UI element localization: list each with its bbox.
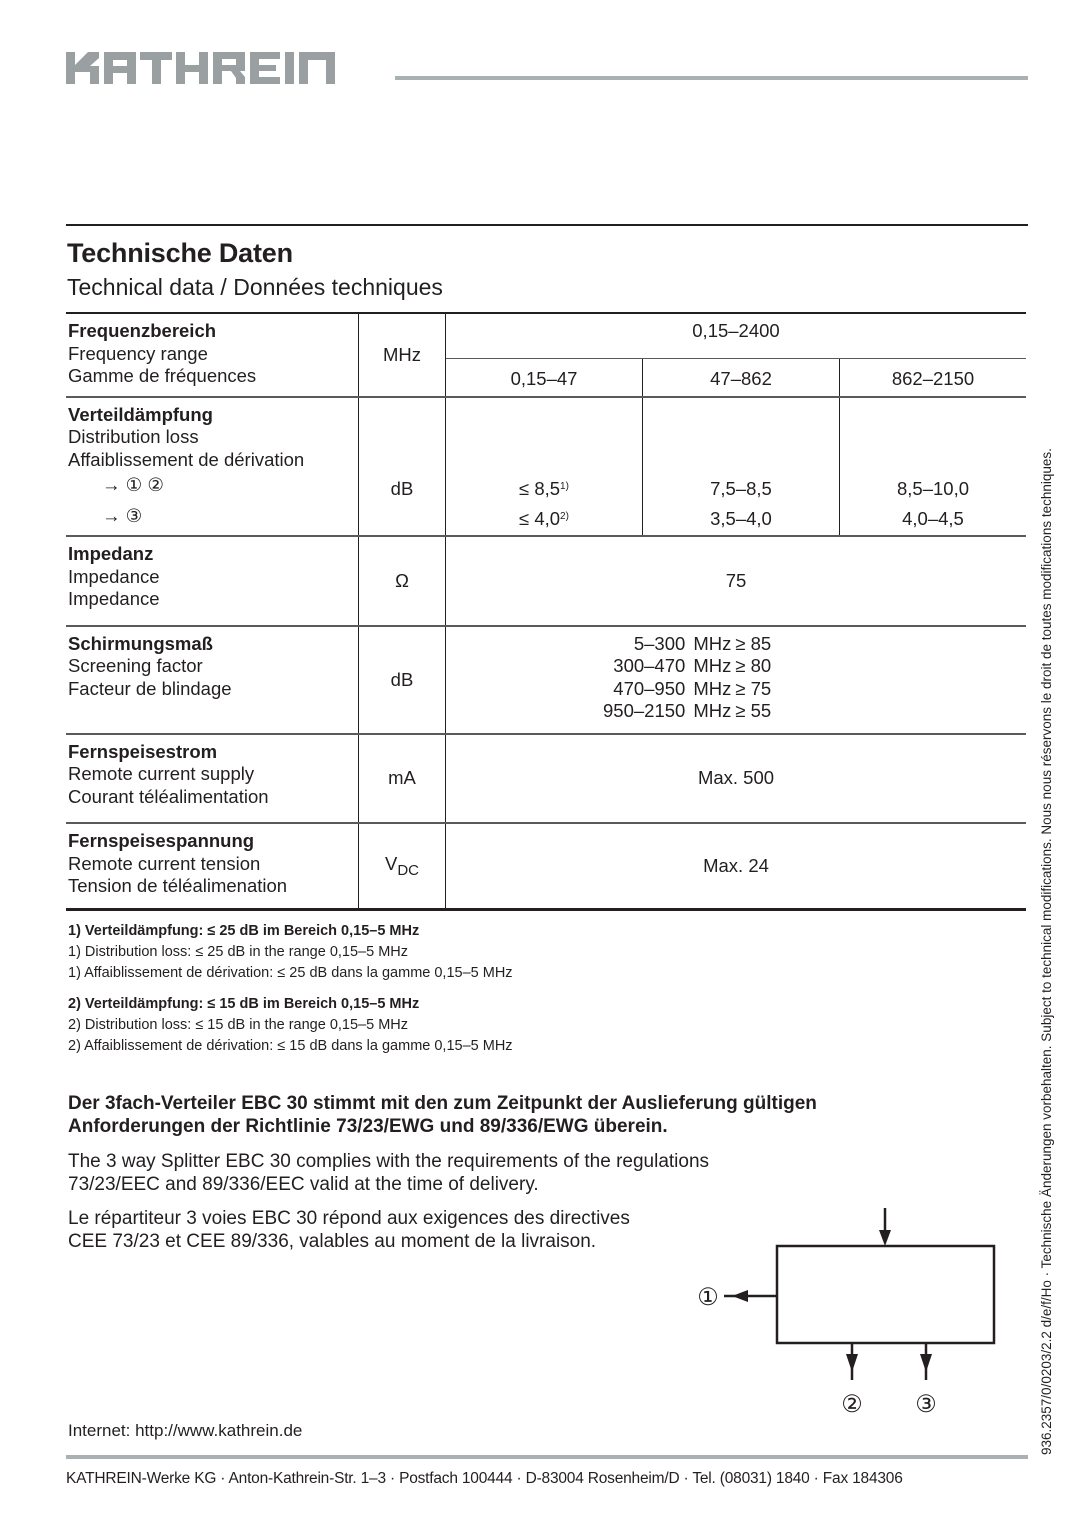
title-rule — [66, 224, 1028, 226]
port-label-3: ③ — [915, 1391, 937, 1418]
declaration-de-line: Anforderungen der Richtlinie 73/23/EWG und 89/336/EWG überein. — [68, 1116, 668, 1137]
footnote-2-de: 2) Verteildämpfung: ≤ 15 dB im Bereich 0,15–5 MHz — [68, 996, 420, 1012]
table-row-remote-current — [66, 734, 1026, 824]
output-1-arrow-icon — [732, 1290, 748, 1302]
input-arrow-icon — [879, 1230, 891, 1246]
splitter-diagram — [680, 1200, 1020, 1430]
label-de: Fernspeisespannung — [68, 830, 255, 851]
unit-cell: Ω — [359, 536, 446, 626]
declaration-en-line: 73/23/EEC and 89/336/EEC valid at the time of delivery. — [68, 1174, 539, 1195]
declaration-en — [68, 1150, 948, 1196]
label-fr: Affaiblissement de dérivation — [68, 448, 305, 470]
label-en: Impedance — [68, 565, 160, 587]
table-row-remote-voltage — [66, 823, 1026, 909]
declaration-de — [68, 1092, 948, 1138]
total-range: 0,15–2400 — [446, 313, 1027, 359]
screening-row: 300–470 MHz ≥ 80 — [613, 655, 772, 676]
value-text: ≤ 4,0 — [519, 507, 561, 529]
screening-row: 470–950 MHz ≥ 75 — [613, 677, 772, 699]
label-fr: Courant téléalimentation — [68, 785, 269, 807]
footnote-2-fr: 2) Affaiblissement de dérivation: ≤ 15 dB dans la gamme 0,15–5 MHz — [68, 1038, 513, 1054]
label-fr: Impedance — [68, 588, 160, 609]
screening-row: 5–300 MHz ≥ 85 — [633, 632, 772, 654]
port-label-3: → ③ — [102, 504, 143, 526]
unit-cell — [359, 823, 446, 909]
label-fr: Facteur de blindage — [68, 677, 232, 699]
page-title: Technische Daten — [67, 238, 293, 268]
unit-main: V — [384, 852, 398, 874]
unit-sub: DC — [397, 861, 419, 879]
port-label-2: ② — [841, 1391, 863, 1418]
label-en: Remote current tension — [68, 852, 261, 874]
header-rule — [395, 76, 1028, 80]
band-1: 0,15–47 — [510, 368, 578, 389]
internet-link[interactable]: Internet: http://www.kathrein.de — [68, 1421, 303, 1440]
output-3-arrow-icon — [920, 1354, 932, 1372]
company-address: KATHREIN-Werke KG · Anton-Kathrein-Str. 1–3 · Postfach 100444 · D-83004 Rosenheim/D · Tel. (08031) 1840 · Fax 184306 — [66, 1470, 903, 1487]
label-de: Fernspeisestrom — [68, 740, 218, 762]
band-3: 862–2150 — [840, 359, 1027, 397]
output-2-arrow-icon — [846, 1354, 858, 1372]
loss-value: 7,5–8,5 — [710, 477, 772, 499]
loss-value — [446, 508, 642, 530]
label-de: Verteildämpfung — [68, 403, 213, 425]
label-fr: Gamme de fréquences — [68, 365, 257, 386]
label-en: Remote current supply — [68, 763, 255, 784]
footnote-ref: 2) — [560, 510, 569, 522]
footnote-1-de: 1) Verteildämpfung: ≤ 25 dB im Bereich 0,15–5 MHz — [68, 923, 420, 939]
loss-value: 4,0–4,5 — [902, 507, 964, 529]
footnote-1-en: 1) Distribution loss: ≤ 25 dB in the range 0,15–5 MHz — [68, 944, 409, 960]
footnote-1-fr: 1) Affaiblissement de dérivation: ≤ 25 dB dans la gamme 0,15–5 MHz — [68, 965, 513, 981]
table-row-frequency — [66, 313, 1026, 359]
screening-row: 950–2150 MHz ≥ 55 — [603, 700, 772, 721]
page-subtitle: Technical data / Données techniques — [67, 274, 443, 300]
label-en: Screening factor — [68, 655, 203, 676]
label-fr: Tension de téléalimenation — [68, 875, 288, 896]
splitter-box — [777, 1246, 994, 1343]
unit-cell: MHz — [359, 313, 446, 397]
unit-cell: dB — [359, 397, 446, 537]
remote-current-value: Max. 500 — [697, 767, 775, 789]
loss-value — [446, 478, 642, 500]
table-row-distribution-loss — [66, 397, 1026, 537]
unit-cell: dB — [359, 626, 446, 734]
unit-cell: mA — [359, 734, 446, 824]
side-disclaimer: 936.2357/0/0203/2.2 d/e/f/Ho · Technische Änderungen vorbehalten. Subject to technical modifications. Nous nous réservons le droit de toutes modifications techniques. — [1039, 448, 1054, 1455]
remote-voltage-value: Max. 24 — [703, 854, 769, 876]
footnote-ref: 1) — [560, 480, 569, 492]
declaration-de-line: Der 3fach-Verteiler EBC 30 stimmt mit den zum Zeitpunkt der Auslieferung gültigen — [68, 1093, 817, 1114]
label-en: Distribution loss — [68, 426, 199, 447]
port-label-1-2: → ① ② — [102, 474, 164, 495]
loss-value: 8,5–10,0 — [896, 477, 969, 499]
declaration-fr-line: CEE 73/23 et CEE 89/336, valables au moment de la livraison. — [68, 1231, 597, 1252]
declaration-en-line: The 3 way Splitter EBC 30 complies with the requirements of the regulations — [68, 1151, 710, 1172]
label-en: Frequency range — [68, 342, 208, 364]
spec-table — [66, 312, 1026, 911]
label-de: Frequenzbereich — [68, 320, 217, 341]
impedance-value: 75 — [725, 569, 747, 591]
table-row-screening — [66, 626, 1026, 734]
footnote-2-en: 2) Distribution loss: ≤ 15 dB in the range 0,15–5 MHz — [68, 1017, 409, 1033]
label-de: Schirmungsmaß — [68, 632, 213, 654]
table-row-impedance — [66, 536, 1026, 626]
port-label-1: ① — [697, 1284, 719, 1311]
value-text: ≤ 8,5 — [519, 477, 561, 499]
loss-value: 3,5–4,0 — [710, 507, 772, 529]
band-2: 47–862 — [643, 359, 840, 397]
label-de: Impedanz — [68, 543, 154, 564]
screening-list — [603, 633, 771, 723]
footer-rule — [66, 1455, 1028, 1459]
kathrein-logo — [66, 48, 376, 88]
declaration-fr-line: Le répartiteur 3 voies EBC 30 répond aux exigences des directives — [68, 1208, 630, 1229]
